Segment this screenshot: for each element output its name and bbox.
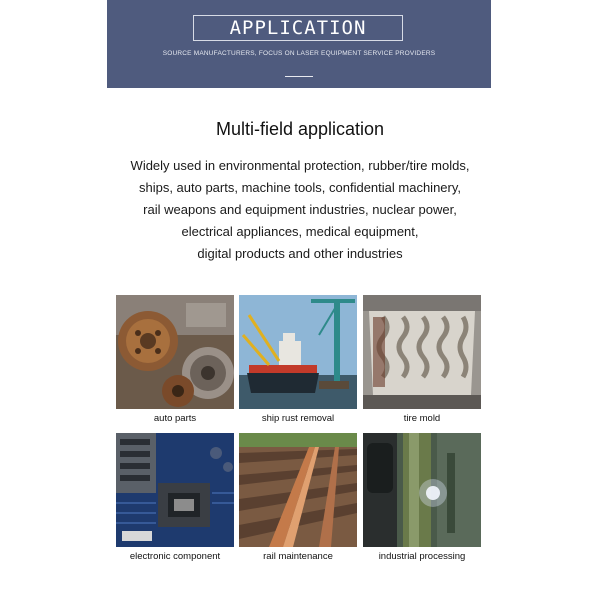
gallery-caption: auto parts [153,413,197,424]
section-description [100,155,500,265]
description-line: Widely used in environmental protection, rubber/tire molds, [130,158,470,173]
gallery-caption: industrial processing [378,551,466,562]
section-heading: Multi-field application [215,119,385,139]
laser-processing-photo [363,433,481,547]
gallery-caption: rail maintenance [263,551,333,562]
description-line: ships, auto parts, machine tools, confidential machinery, [138,180,462,195]
gallery-item-rail-maintenance [239,433,357,562]
tire-mold-photo [363,295,481,409]
gallery-caption: tire mold [403,413,441,424]
description-line: electrical appliances, medical equipment, [181,224,419,239]
gallery-item-ship-rust-removal [239,295,357,424]
banner-title: APPLICATION [229,16,367,39]
application-banner [107,0,491,88]
gallery-caption: electronic component [129,551,221,562]
description-line: rail weapons and equipment industries, nuclear power, [143,202,457,217]
gallery-item-electronic-component [116,433,234,562]
description-line: digital products and other industries [197,246,403,261]
banner-divider [285,76,313,77]
gallery-item-industrial-processing [363,433,481,562]
circuit-board-photo [116,433,234,547]
banner-title-frame [193,15,403,41]
banner-subtitle: SOURCE MANUFACTURERS, FOCUS ON LASER EQUIPMENT SERVICE PROVIDERS [162,50,436,57]
gallery-item-tire-mold [363,295,481,424]
cargo-ship-cranes-photo [239,295,357,409]
rail-track-photo [239,433,357,547]
gallery-item-auto-parts [116,295,234,424]
gallery-caption: ship rust removal [261,413,335,424]
rusty-gears-photo [116,295,234,409]
